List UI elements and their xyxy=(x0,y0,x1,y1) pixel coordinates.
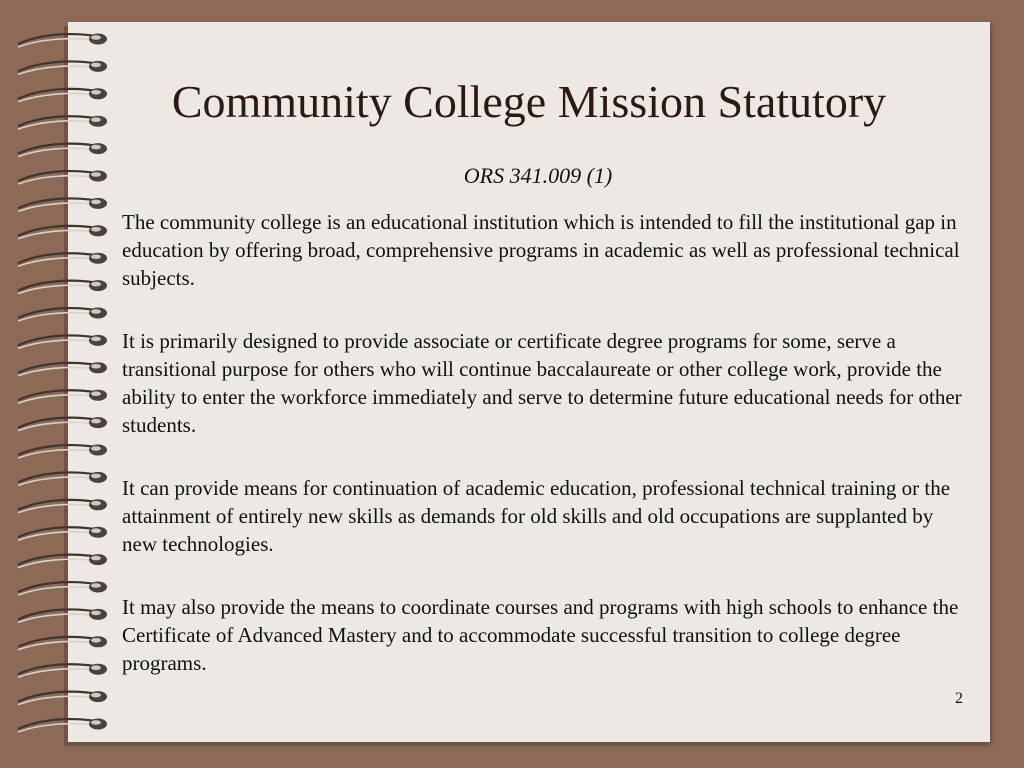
paragraph-3: It can provide means for continuation of academic education, professional technical training or the attainment of entirely new skills as demands for old skills and old occupations are supplanted by new technologies. xyxy=(122,476,951,556)
spiral-ring xyxy=(18,280,107,294)
spiral-ring xyxy=(18,417,107,431)
spiral-ring xyxy=(18,609,107,623)
spiral-ring xyxy=(18,499,107,513)
spiral-ring xyxy=(18,445,107,459)
paragraph-2: It is primarily designed to provide associate or certificate degree programs for some, serve a transitional purpose for others who will continue baccalaureate or other college work, provide the ability to enter the workforce immediately and serve to determine future educational needs for other students. xyxy=(122,329,962,437)
slide-title: Community College Mission Statutory xyxy=(171,76,887,127)
spiral-ring xyxy=(18,253,107,267)
spiral-ring xyxy=(18,636,107,650)
spiral-ring xyxy=(18,362,107,376)
spiral-binding-icon xyxy=(10,26,120,746)
spiral-ring xyxy=(18,198,107,212)
spiral-ring xyxy=(18,691,107,705)
spiral-ring xyxy=(18,335,107,349)
spiral-ring xyxy=(18,719,107,733)
spiral-ring xyxy=(18,143,107,157)
spiral-ring xyxy=(18,582,107,596)
spiral-ring xyxy=(18,472,107,486)
spiral-ring xyxy=(18,527,107,541)
slide-subtitle: ORS 341.009 (1) xyxy=(463,163,613,188)
spiral-ring xyxy=(18,308,107,322)
paragraph-4: It may also provide the means to coordinate courses and programs with high schools to enhance the Certificate of Advanced Mastery and to accommodate successful transition to college degree programs. xyxy=(122,595,959,675)
page-number: 2 xyxy=(955,690,963,707)
spiral-ring xyxy=(18,554,107,568)
spiral-ring xyxy=(18,225,107,239)
spiral-ring xyxy=(18,34,107,48)
paragraph-1: The community college is an educational institution which is intended to fill the institutional gap in education by offering broad, comprehensive programs in academic as well as professional technical subjects. xyxy=(122,210,960,290)
spiral-ring xyxy=(18,664,107,678)
slide-body xyxy=(122,208,972,712)
spiral-ring xyxy=(18,390,107,404)
